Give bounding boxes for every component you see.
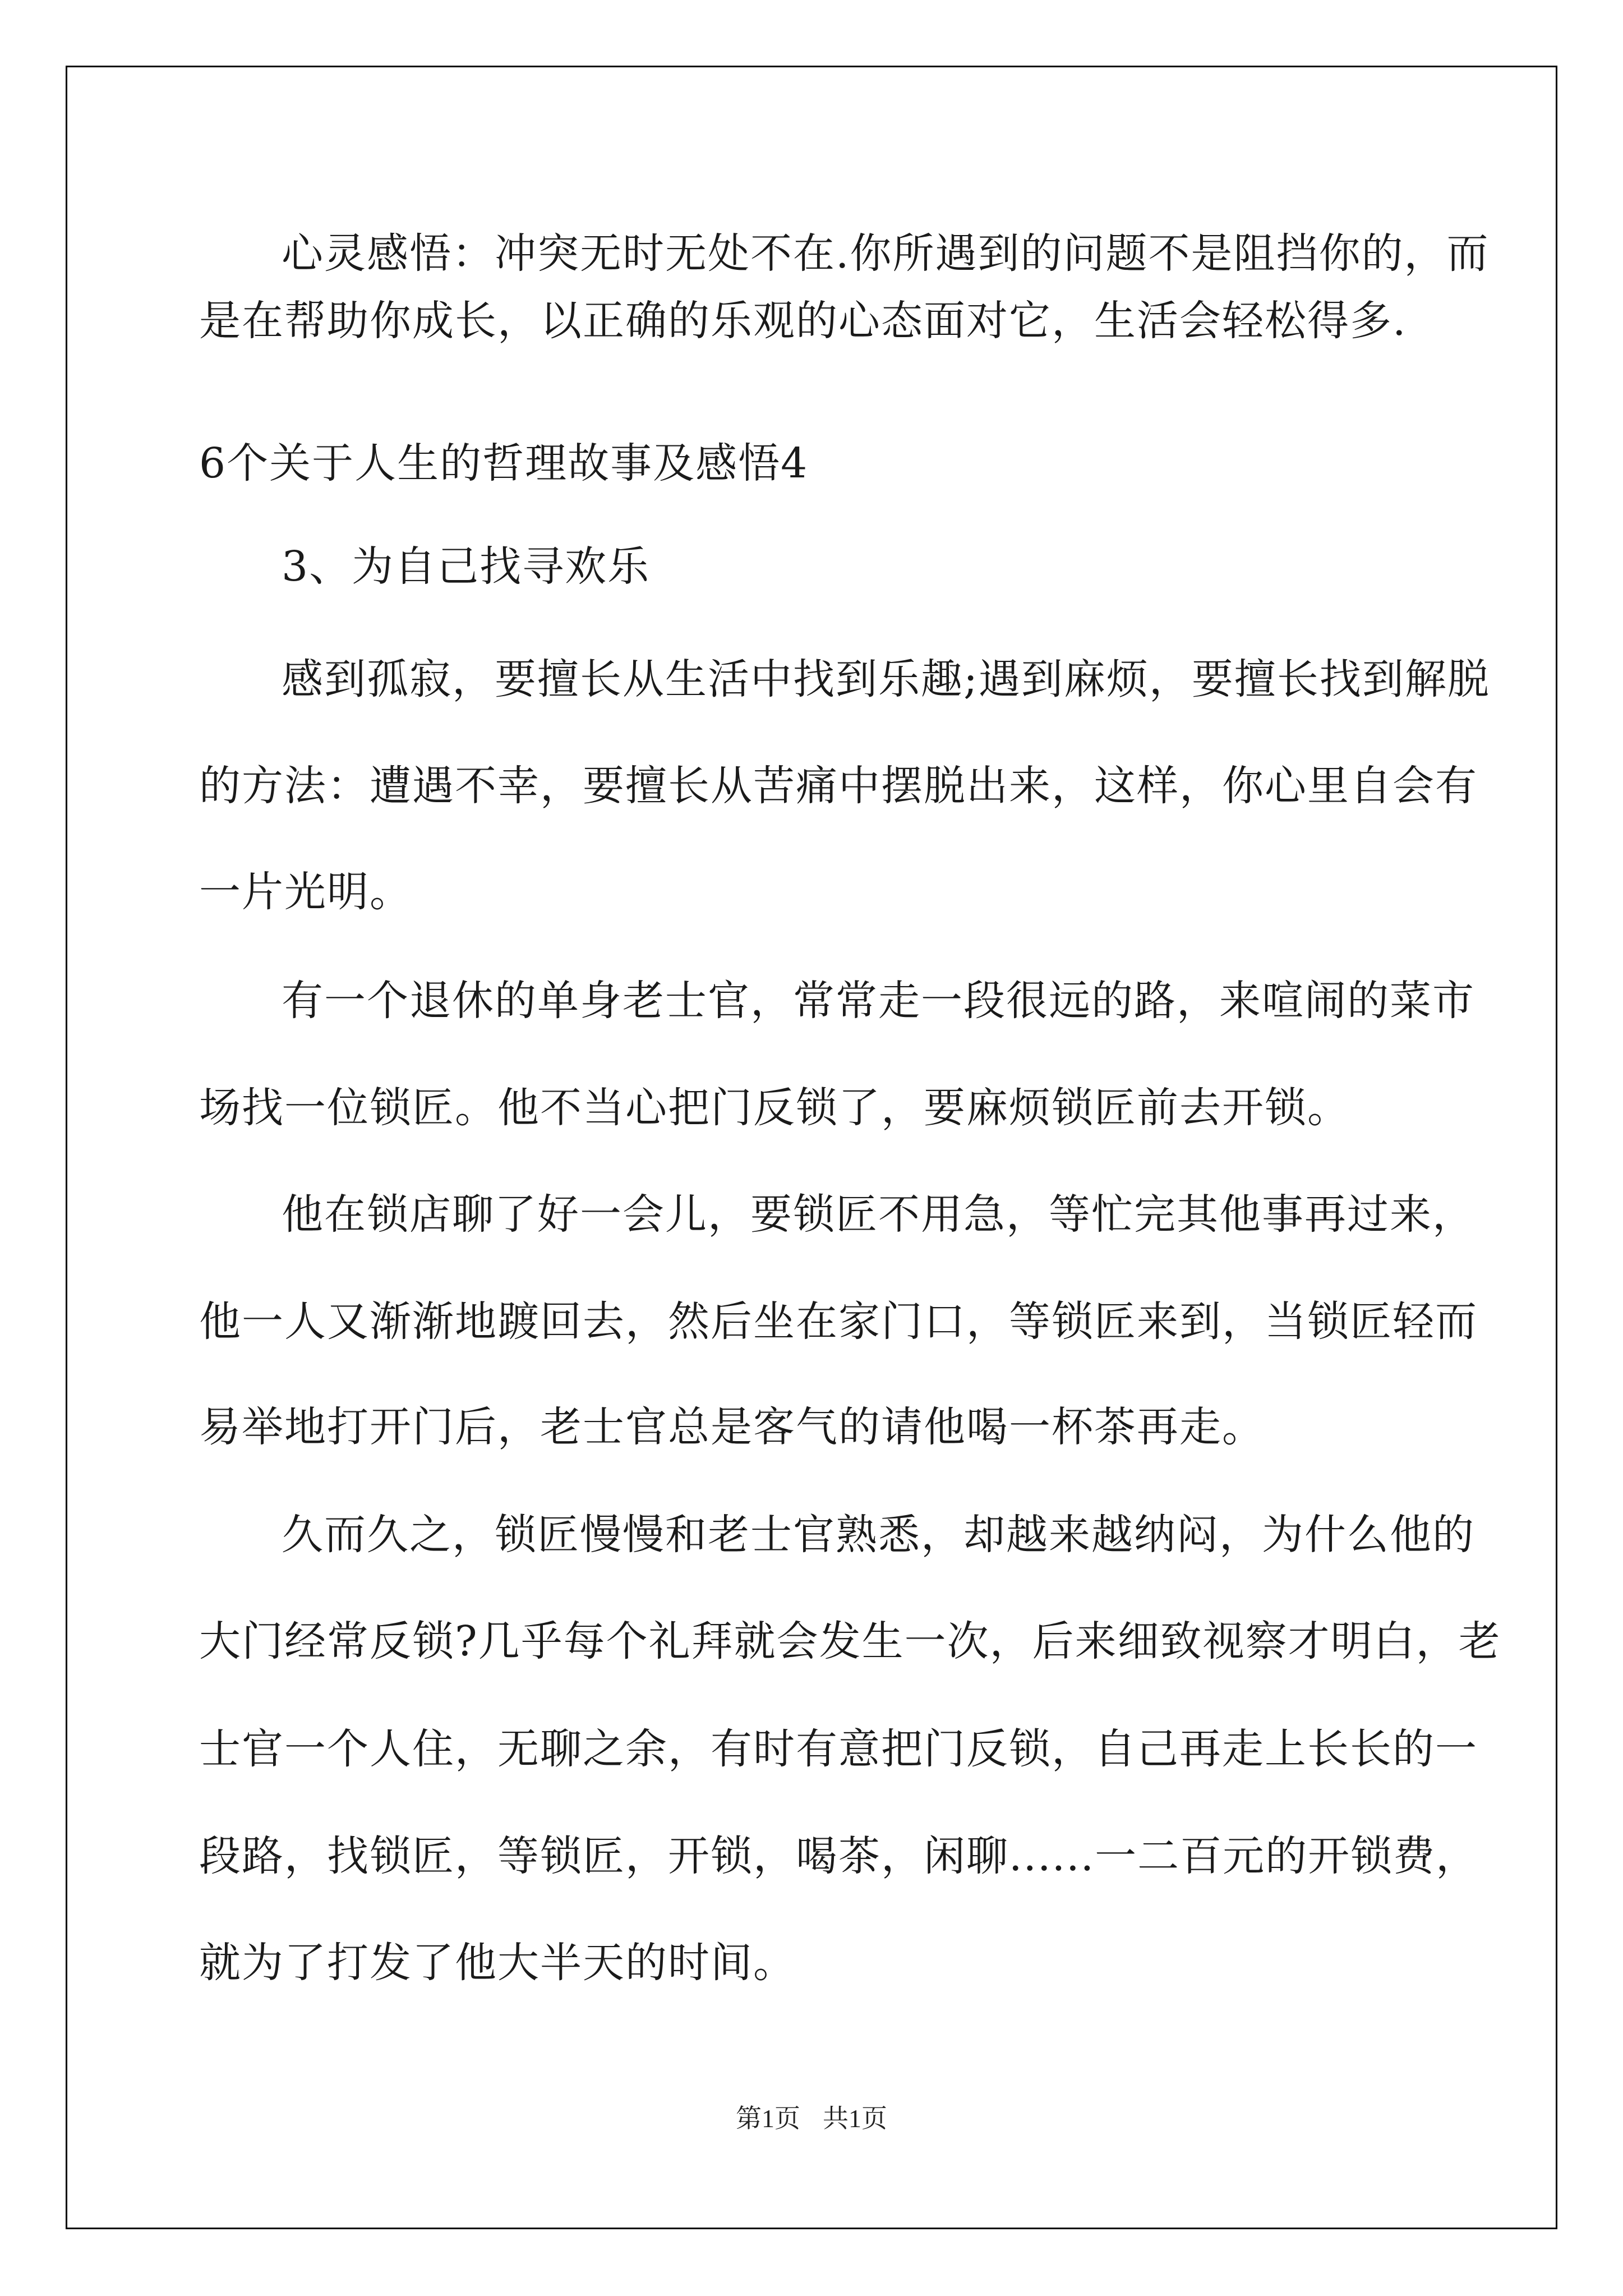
page-border <box>66 66 1557 2229</box>
paragraph-line: 大门经常反锁?几乎每个礼拜就会发生一次，后来细致视察才明白，老 <box>199 1617 1501 1665</box>
paragraph-line: 他在锁店聊了好一会儿，要锁匠不用急，等忙完其他事再过来， <box>282 1190 1475 1239</box>
paragraph-line: 感到孤寂，要擅长从生活中找到乐趣;遇到麻烦，要擅长找到解脱 <box>282 655 1490 703</box>
subsection-heading: 3、为自己找寻欢乐 <box>282 542 651 591</box>
page-total: 共1页 <box>823 2104 887 2133</box>
page-footer <box>0 2098 1623 2135</box>
paragraph-line: 士官一个人住，无聊之余，有时有意把门反锁，自己再走上长长的一 <box>199 1725 1478 1773</box>
paragraph-line: 有一个退休的单身老士官，常常走一段很远的路，来喧闹的菜市 <box>282 977 1475 1025</box>
paragraph-line: 就为了打发了他大半天的时间。 <box>199 1939 796 1987</box>
paragraph-line: 他一人又渐渐地踱回去，然后坐在家门口，等锁匠来到，当锁匠轻而 <box>199 1297 1478 1346</box>
paragraph-line: 场找一位锁匠。他不当心把门反锁了，要麻烦锁匠前去开锁。 <box>199 1084 1350 1132</box>
paragraph-line: 一片光明。 <box>199 868 412 916</box>
paragraph-line: 段路，找锁匠，等锁匠，开锁，喝茶，闲聊......一二百元的开锁费， <box>199 1832 1479 1880</box>
page-number: 第1页 <box>736 2104 800 2133</box>
section-heading: 6个关于人生的哲理故事及感悟4 <box>199 439 809 487</box>
paragraph-line: 是在帮助你成长，以正确的乐观的心态面对它，生活会轻松得多. <box>199 297 1407 345</box>
paragraph-line: 的方法：遭遇不幸，要擅长从苦痛中摆脱出来，这样，你心里自会有 <box>199 762 1478 810</box>
paragraph-line: 心灵感悟：冲突无时无处不在.你所遇到的问题不是阻挡你的，而 <box>282 229 1490 278</box>
paragraph-line: 久而久之，锁匠慢慢和老士官熟悉，却越来越纳闷，为什么他的 <box>282 1511 1475 1559</box>
paragraph-line: 易举地打开门后，老士官总是客气的请他喝一杯茶再走。 <box>199 1403 1265 1451</box>
